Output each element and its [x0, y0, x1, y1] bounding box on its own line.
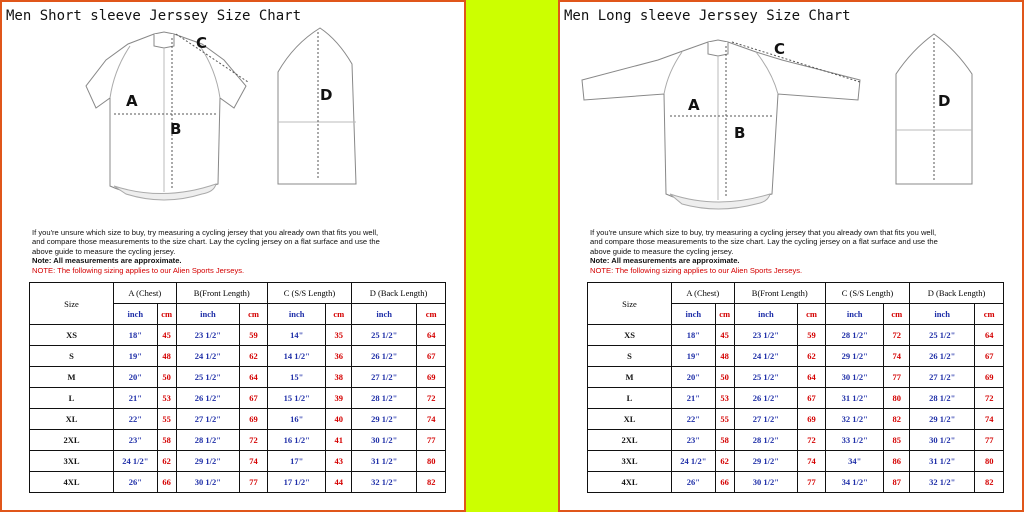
value-cell: 17": [267, 451, 326, 472]
size-cell: 3XL: [30, 451, 114, 472]
header-back-length: D (Back Length): [352, 283, 446, 304]
size-cell: XL: [30, 409, 114, 430]
value-cell: 74: [798, 451, 826, 472]
value-cell: 87: [884, 472, 910, 493]
value-cell: 77: [417, 430, 446, 451]
value-cell: 30 1/2": [176, 472, 240, 493]
unit-inch: inch: [267, 304, 326, 325]
value-cell: 39: [326, 388, 352, 409]
value-cell: 26": [114, 472, 158, 493]
value-cell: 50: [715, 367, 734, 388]
value-cell: 53: [715, 388, 734, 409]
value-cell: 40: [326, 409, 352, 430]
value-cell: 64: [798, 367, 826, 388]
value-cell: 69: [417, 367, 446, 388]
size-table: [29, 282, 446, 493]
value-cell: 28 1/2": [734, 430, 798, 451]
value-cell: 48: [157, 346, 176, 367]
value-cell: 32 1/2": [825, 409, 884, 430]
header-sleeve-length: C (S/S Length): [267, 283, 351, 304]
size-header: Size: [30, 283, 114, 325]
note-line: above guide to measure the cycling jersey.: [32, 246, 176, 256]
value-cell: 77: [975, 430, 1004, 451]
short-sleeve-jersey-illustration: [2, 24, 466, 224]
value-cell: 18": [672, 325, 716, 346]
header-chest: A (Chest): [114, 283, 177, 304]
value-cell: 53: [157, 388, 176, 409]
label-d: D: [938, 92, 951, 110]
measurement-notes: [590, 228, 1010, 275]
table-row: [588, 430, 1004, 451]
value-cell: 34 1/2": [825, 472, 884, 493]
size-cell: S: [588, 346, 672, 367]
value-cell: 48: [715, 346, 734, 367]
value-cell: 19": [114, 346, 158, 367]
label-c: C: [196, 34, 208, 52]
value-cell: 77: [240, 472, 268, 493]
value-cell: 26 1/2": [176, 388, 240, 409]
value-cell: 31 1/2": [825, 388, 884, 409]
value-cell: 30 1/2": [825, 367, 884, 388]
value-cell: 44: [326, 472, 352, 493]
value-cell: 22": [672, 409, 716, 430]
value-cell: 74: [975, 409, 1004, 430]
value-cell: 15 1/2": [267, 388, 326, 409]
table-row: [30, 346, 446, 367]
value-cell: 80: [975, 451, 1004, 472]
value-cell: 41: [326, 430, 352, 451]
value-cell: 74: [240, 451, 268, 472]
table-row: [588, 388, 1004, 409]
value-cell: 66: [157, 472, 176, 493]
value-cell: 25 1/2": [352, 325, 417, 346]
value-cell: 22": [114, 409, 158, 430]
value-cell: 23": [672, 430, 716, 451]
table-row: [588, 325, 1004, 346]
value-cell: 30 1/2": [734, 472, 798, 493]
unit-inch: inch: [352, 304, 417, 325]
table-row: [30, 472, 446, 493]
unit-cm: cm: [715, 304, 734, 325]
label-a: A: [126, 92, 138, 110]
value-cell: 21": [672, 388, 716, 409]
value-cell: 55: [157, 409, 176, 430]
value-cell: 16 1/2": [267, 430, 326, 451]
unit-cm: cm: [240, 304, 268, 325]
size-cell: M: [30, 367, 114, 388]
value-cell: 38: [326, 367, 352, 388]
value-cell: 18": [114, 325, 158, 346]
size-chart-short-sleeve: [0, 0, 466, 512]
note-alien-sports: NOTE: The following sizing applies to our Alien Sports Jerseys.: [32, 265, 245, 275]
value-cell: 45: [157, 325, 176, 346]
value-cell: 31 1/2": [352, 451, 417, 472]
value-cell: 32 1/2": [352, 472, 417, 493]
note-approx: Note: All measurements are approximate.: [590, 256, 740, 266]
value-cell: 26 1/2": [734, 388, 798, 409]
value-cell: 67: [417, 346, 446, 367]
value-cell: 62: [798, 346, 826, 367]
value-cell: 80: [884, 388, 910, 409]
value-cell: 16": [267, 409, 326, 430]
value-cell: 29 1/2": [734, 451, 798, 472]
unit-cm: cm: [417, 304, 446, 325]
value-cell: 28 1/2": [825, 325, 884, 346]
note-approx: Note: All measurements are approximate.: [32, 256, 182, 266]
value-cell: 50: [157, 367, 176, 388]
value-cell: 72: [975, 388, 1004, 409]
unit-inch: inch: [734, 304, 798, 325]
unit-inch: inch: [825, 304, 884, 325]
value-cell: 86: [884, 451, 910, 472]
size-cell: XL: [588, 409, 672, 430]
label-c: C: [774, 40, 786, 58]
value-cell: 74: [417, 409, 446, 430]
value-cell: 85: [884, 430, 910, 451]
size-header: Size: [588, 283, 672, 325]
value-cell: 72: [240, 430, 268, 451]
value-cell: 29 1/2": [825, 346, 884, 367]
value-cell: 29 1/2": [352, 409, 417, 430]
value-cell: 69: [975, 367, 1004, 388]
value-cell: 72: [884, 325, 910, 346]
value-cell: 14": [267, 325, 326, 346]
header-front-length: B(Front Length): [734, 283, 825, 304]
unit-inch: inch: [672, 304, 716, 325]
measurement-notes: [32, 228, 452, 275]
value-cell: 64: [240, 367, 268, 388]
jersey-diagram: [2, 24, 466, 224]
value-cell: 24 1/2": [672, 451, 716, 472]
table-row: [30, 325, 446, 346]
size-cell: 4XL: [588, 472, 672, 493]
unit-cm: cm: [157, 304, 176, 325]
value-cell: 24 1/2": [734, 346, 798, 367]
size-cell: 3XL: [588, 451, 672, 472]
value-cell: 82: [884, 409, 910, 430]
header-back-length: D (Back Length): [910, 283, 1004, 304]
unit-cm: cm: [326, 304, 352, 325]
value-cell: 27 1/2": [734, 409, 798, 430]
value-cell: 72: [798, 430, 826, 451]
value-cell: 62: [157, 451, 176, 472]
value-cell: 67: [798, 388, 826, 409]
value-cell: 24 1/2": [114, 451, 158, 472]
note-line: and compare those measurements to the size chart. Lay the cycling jersey on a flat surface and use the: [32, 237, 380, 247]
table-row: [588, 451, 1004, 472]
size-cell: 2XL: [30, 430, 114, 451]
note-alien-sports: NOTE: The following sizing applies to our Alien Sports Jerseys.: [590, 265, 803, 275]
value-cell: 35: [326, 325, 352, 346]
value-cell: 27 1/2": [176, 409, 240, 430]
value-cell: 26 1/2": [910, 346, 975, 367]
value-cell: 74: [884, 346, 910, 367]
value-cell: 25 1/2": [734, 367, 798, 388]
value-cell: 77: [884, 367, 910, 388]
unit-cm: cm: [975, 304, 1004, 325]
value-cell: 26": [672, 472, 716, 493]
table-row: [588, 367, 1004, 388]
size-cell: M: [588, 367, 672, 388]
size-cell: 4XL: [30, 472, 114, 493]
value-cell: 64: [417, 325, 446, 346]
value-cell: 14 1/2": [267, 346, 326, 367]
value-cell: 82: [975, 472, 1004, 493]
value-cell: 30 1/2": [352, 430, 417, 451]
value-cell: 77: [798, 472, 826, 493]
table-row: [30, 430, 446, 451]
value-cell: 23 1/2": [176, 325, 240, 346]
value-cell: 33 1/2": [825, 430, 884, 451]
value-cell: 28 1/2": [910, 388, 975, 409]
value-cell: 21": [114, 388, 158, 409]
value-cell: 72: [417, 388, 446, 409]
value-cell: 23": [114, 430, 158, 451]
table-row: [588, 472, 1004, 493]
value-cell: 59: [240, 325, 268, 346]
table-row: [588, 409, 1004, 430]
size-chart-long-sleeve: [558, 0, 1024, 512]
table-row: [30, 409, 446, 430]
size-cell: L: [30, 388, 114, 409]
size-cell: XS: [30, 325, 114, 346]
value-cell: 64: [975, 325, 1004, 346]
value-cell: 30 1/2": [910, 430, 975, 451]
value-cell: 34": [825, 451, 884, 472]
value-cell: 17 1/2": [267, 472, 326, 493]
table-row: [30, 451, 446, 472]
value-cell: 28 1/2": [176, 430, 240, 451]
value-cell: 28 1/2": [352, 388, 417, 409]
unit-inch: inch: [910, 304, 975, 325]
value-cell: 27 1/2": [910, 367, 975, 388]
value-cell: 19": [672, 346, 716, 367]
header-front-length: B(Front Length): [176, 283, 267, 304]
value-cell: 62: [715, 451, 734, 472]
note-line: and compare those measurements to the size chart. Lay the cycling jersey on a flat surface and use the: [590, 237, 938, 247]
size-cell: 2XL: [588, 430, 672, 451]
value-cell: 58: [157, 430, 176, 451]
long-sleeve-jersey-illustration: [560, 24, 1024, 224]
panel-title: Men Short sleeve Jerssey Size Chart: [6, 8, 302, 24]
table-row: [588, 346, 1004, 367]
value-cell: 66: [715, 472, 734, 493]
header-chest: A (Chest): [672, 283, 735, 304]
note-line: If you're unsure which size to buy, try measuring a cycling jersey that you already own that fits you well,: [590, 228, 937, 237]
label-a: A: [688, 96, 700, 114]
value-cell: 36: [326, 346, 352, 367]
unit-inch: inch: [114, 304, 158, 325]
unit-cm: cm: [798, 304, 826, 325]
value-cell: 69: [240, 409, 268, 430]
value-cell: 29 1/2": [176, 451, 240, 472]
size-cell: S: [30, 346, 114, 367]
label-b: B: [734, 124, 746, 142]
value-cell: 80: [417, 451, 446, 472]
note-line: If you're unsure which size to buy, try measuring a cycling jersey that you already own that fits you well,: [32, 228, 379, 237]
note-line: above guide to measure the cycling jersey.: [590, 246, 734, 256]
value-cell: 26 1/2": [352, 346, 417, 367]
value-cell: 55: [715, 409, 734, 430]
value-cell: 20": [114, 367, 158, 388]
value-cell: 23 1/2": [734, 325, 798, 346]
value-cell: 24 1/2": [176, 346, 240, 367]
value-cell: 58: [715, 430, 734, 451]
value-cell: 25 1/2": [910, 325, 975, 346]
value-cell: 82: [417, 472, 446, 493]
header-sleeve-length: C (S/S Length): [825, 283, 909, 304]
size-cell: XS: [588, 325, 672, 346]
value-cell: 43: [326, 451, 352, 472]
table-row: [30, 367, 446, 388]
jersey-diagram: [560, 24, 1024, 224]
value-cell: 25 1/2": [176, 367, 240, 388]
label-d: D: [320, 86, 333, 104]
value-cell: 27 1/2": [352, 367, 417, 388]
value-cell: 69: [798, 409, 826, 430]
panel-title: Men Long sleeve Jerssey Size Chart: [564, 8, 851, 24]
label-b: B: [170, 120, 182, 138]
value-cell: 67: [240, 388, 268, 409]
table-row: [30, 388, 446, 409]
value-cell: 32 1/2": [910, 472, 975, 493]
unit-cm: cm: [884, 304, 910, 325]
value-cell: 20": [672, 367, 716, 388]
unit-inch: inch: [176, 304, 240, 325]
value-cell: 59: [798, 325, 826, 346]
value-cell: 67: [975, 346, 1004, 367]
value-cell: 31 1/2": [910, 451, 975, 472]
size-cell: L: [588, 388, 672, 409]
value-cell: 62: [240, 346, 268, 367]
value-cell: 15": [267, 367, 326, 388]
value-cell: 45: [715, 325, 734, 346]
size-table: [587, 282, 1004, 493]
value-cell: 29 1/2": [910, 409, 975, 430]
